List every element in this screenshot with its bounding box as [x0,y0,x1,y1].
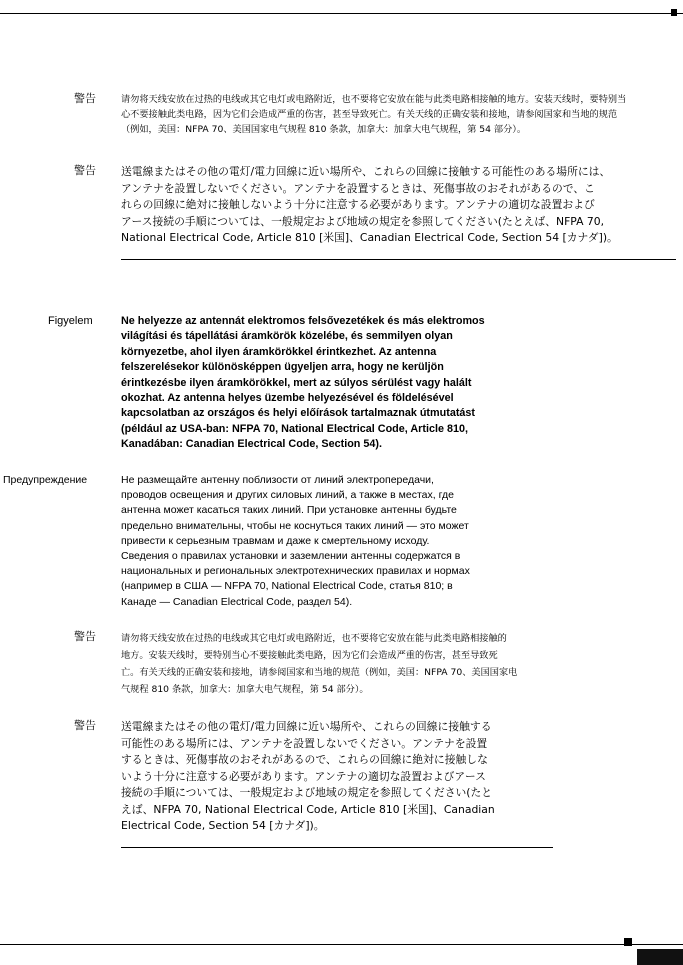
warning-text-ru: Не размещайте антенну поблизости от линий электропередачи, проводов освещения и других силовых линий, а также в местах, где антенна может касаться таких линий. При установке антенны будьте предельно внимательны, чтобы не коснуться таких линий — это может привести к серьезным травмам и даже к смертельному исходу. Сведения о правилах установки и заземлении антенны содержатся в национальных и региональных электротехнических правилах и нормах (например в США — NFPA 70, National Electrical Code, статья 810; в Канаде — Canadian Electrical Code, раздел 54). [121,474,470,608]
header-corner-mark [671,9,677,16]
section-divider-2 [121,847,553,848]
warning-label-ja-2: 警告 [74,719,96,732]
section-divider-1 [121,259,676,260]
warning-label-zh-2: 警告 [74,630,96,643]
header-rule [0,13,683,14]
warning-text-zh-2: 请勿将天线安放在过热的电线或其它电灯或电路附近，也不要将它安放在能与此类电路相接触的 地方。安装天线时，要特别当心不要接触此类电路，因为它们会造成严重的伤害，甚至导致死 亡。有关天线的正确安装和接地，请参阅国家和当地的规范（例如，美国：NFPA 70、美国国家电 气规程 810 条款，加拿大：加拿大电气规程，第 54 部分）。 [121,633,518,695]
footer-rule [0,944,683,945]
footer-corner-mark [624,938,632,946]
footer-page-tab [637,949,683,965]
warning-label-zh-1: 警告 [74,92,96,105]
warning-label-ru: Предупреждение [3,474,88,486]
warning-label-hu: Figyelem [48,315,93,327]
warning-text-zh-1: 请勿将天线安放在过热的电线或其它电灯或电路附近，也不要将它安放在能与此类电路相接触的地方。安装天线时，要特别当 心不要接触此类电路，因为它们会造成严重的伤害，甚至导致死亡。有关天线的正确安装和接地，请参阅国家和当地的规范 （例如，美国：NFPA 70、美国国家电气规程 810 条款，加拿大：加拿大电气规程，第 54 部分）。 [121,94,627,135]
warning-text-ja-1: 送電線またはその他の電灯/電力回線に近い場所や、これらの回線に接触する可能性のある場所には、 アンテナを設置しないでください。アンテナを設置するときは、死傷事故のおそれがあるので、こ れらの回線に絶対に接触しないよう十分に注意する必要があります。アンテナの適切な設置および アース接続の手順については、一般規定および地域の規定を参照してください(たとえば、NFPA 70, National Electrical Code, Article 810 [米国]、Canadian Electrical Code, Section 54 [カナダ])。 [121,165,618,244]
warning-label-ja-1: 警告 [74,164,96,177]
warning-text-hu: Ne helyezze az antennát elektromos felsővezetékek és más elektromos világítási és tápellátási áramkörök közelébe, és semmilyen olyan környezetbe, ahol ilyen áramkörökkel érintkezhet. Az antenna felszerelésekor különösképpen ügyeljen arra, hogy ne kerüljön érintkezésbe ilyen áramkörökkel, mert az súlyos sérülést vagy halált okozhat. Az antenna helyes üzembe helyezésével és földelésével kapcsolatban az országos és helyi előírások tartalmaznak útmutatást (például az USA-ban: NFPA 70, National Electrical Code, Article 810, Kanadában: Canadian Electrical Code, Section 54). [121,315,485,451]
warning-text-ja-2: 送電線またはその他の電灯/電力回線に近い場所や、これらの回線に接触する 可能性のある場所には、アンテナを設置しないでください。アンテナを設置 するときは、死傷事故のおそれがあるので、これらの回線に絶対に接触しな いよう十分に注意する必要があります。アンテナの適切な設置およびアース 接続の手順については、一般規定および地域の規定を参照してください(たと えば、NFPA 70, National Electrical Code, Article 810 [米国]、Canadian Electrical Code, Section 54 [カナダ])。 [121,720,495,832]
